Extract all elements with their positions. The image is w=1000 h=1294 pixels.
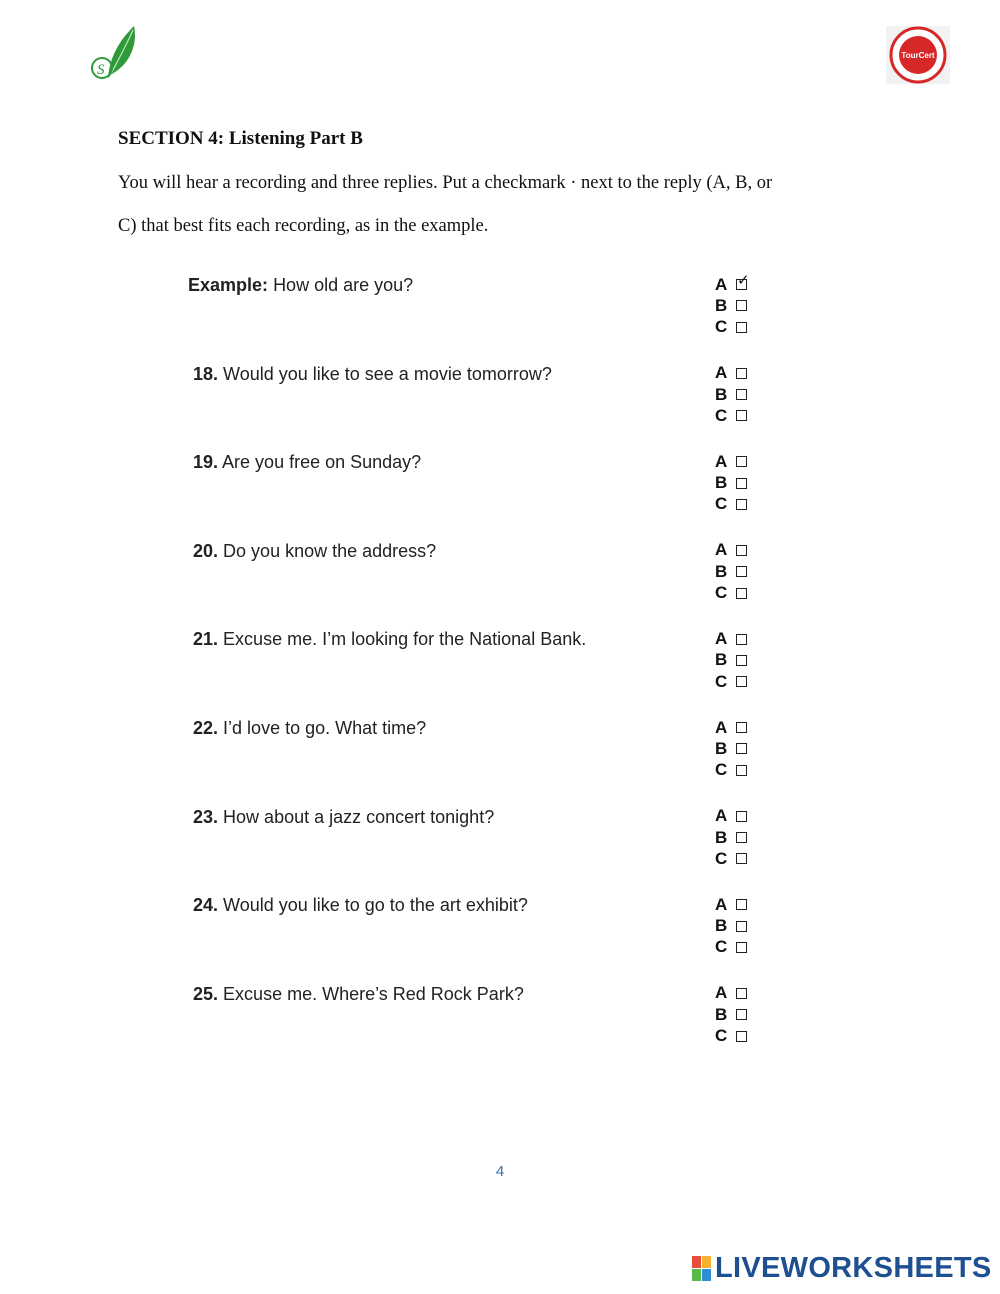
option-b-checkbox[interactable] bbox=[715, 295, 747, 316]
empty-box-icon[interactable] bbox=[736, 988, 747, 999]
option-c-checkbox[interactable] bbox=[715, 760, 747, 781]
question-number: Example: bbox=[188, 275, 269, 295]
tourcert-badge-icon bbox=[886, 26, 950, 84]
answer-options bbox=[715, 983, 747, 1047]
option-c-checkbox[interactable] bbox=[715, 848, 747, 869]
question-number: 19. bbox=[193, 452, 219, 473]
empty-box-icon[interactable] bbox=[736, 588, 747, 599]
instructions-line-2: C) that best fits each recording, as in the example. bbox=[118, 216, 489, 236]
question-text: Excuse me. Where’s Red Rock Park? bbox=[223, 983, 524, 1004]
option-b-checkbox[interactable] bbox=[715, 827, 747, 848]
option-letter: B bbox=[715, 650, 728, 670]
answer-options bbox=[715, 540, 747, 604]
option-b-checkbox[interactable] bbox=[715, 561, 747, 582]
option-c-checkbox[interactable] bbox=[715, 405, 747, 426]
empty-box-icon[interactable] bbox=[736, 456, 747, 467]
option-c-checkbox[interactable] bbox=[715, 937, 747, 958]
option-letter: A bbox=[715, 983, 728, 1003]
option-letter: A bbox=[715, 451, 728, 471]
option-letter: B bbox=[715, 827, 728, 847]
empty-box-icon[interactable] bbox=[736, 566, 747, 577]
empty-box-icon[interactable] bbox=[736, 655, 747, 666]
option-a-checkbox[interactable] bbox=[715, 451, 747, 472]
section-title: SECTION 4: Listening Part B bbox=[118, 128, 363, 149]
empty-box-icon[interactable] bbox=[736, 1009, 747, 1020]
option-letter: C bbox=[715, 937, 728, 957]
question-text: How old are you? bbox=[273, 275, 414, 295]
option-letter: A bbox=[715, 806, 728, 826]
option-letter: C bbox=[715, 317, 728, 337]
empty-box-icon[interactable] bbox=[736, 765, 747, 776]
question-item bbox=[193, 895, 528, 916]
option-letter: A bbox=[715, 274, 728, 294]
brand-name: LIVEWORKSHEETS bbox=[715, 1252, 992, 1284]
question-item bbox=[193, 718, 426, 739]
option-letter: C bbox=[715, 760, 728, 780]
option-c-checkbox[interactable] bbox=[715, 494, 747, 515]
option-c-checkbox[interactable] bbox=[715, 317, 747, 338]
answer-options bbox=[715, 272, 750, 338]
empty-box-icon[interactable] bbox=[736, 322, 747, 333]
answer-options bbox=[715, 806, 747, 870]
empty-box-icon[interactable] bbox=[736, 389, 747, 400]
option-b-checkbox[interactable] bbox=[715, 1004, 747, 1025]
empty-box-icon[interactable] bbox=[736, 899, 747, 910]
option-letter: B bbox=[715, 1004, 728, 1024]
option-a-checkbox[interactable] bbox=[715, 806, 747, 827]
option-c-checkbox[interactable] bbox=[715, 1025, 747, 1046]
question-number: 21. bbox=[193, 629, 219, 650]
svg-text:S: S bbox=[97, 62, 105, 78]
empty-box-icon[interactable] bbox=[736, 1031, 747, 1042]
liveworksheets-logo[interactable] bbox=[692, 1252, 992, 1285]
option-letter: C bbox=[715, 494, 728, 514]
empty-box-icon[interactable] bbox=[736, 811, 747, 822]
option-b-checkbox[interactable] bbox=[715, 472, 747, 493]
checkmark-icon: ✓ bbox=[737, 272, 750, 290]
checked-box-icon[interactable] bbox=[736, 272, 750, 290]
option-letter: B bbox=[715, 384, 728, 404]
liveworksheets-mark-icon bbox=[692, 1256, 711, 1281]
question-text: Would you like to go to the art exhibit? bbox=[223, 895, 528, 916]
instructions-line-1: You will hear a recording and three replies. Put a checkmark · next to the reply (A, B, or bbox=[118, 173, 773, 193]
page-number: 4 bbox=[495, 1163, 505, 1180]
question-number: 18. bbox=[193, 363, 219, 384]
question-item bbox=[193, 541, 436, 562]
question-text: How about a jazz concert tonight? bbox=[223, 806, 495, 827]
empty-box-icon[interactable] bbox=[736, 722, 747, 733]
question-item bbox=[193, 364, 552, 385]
question-item bbox=[193, 452, 421, 473]
empty-box-icon[interactable] bbox=[736, 832, 747, 843]
option-letter: B bbox=[715, 916, 728, 936]
option-letter: C bbox=[715, 848, 728, 868]
question-number: 24. bbox=[193, 895, 219, 916]
svg-text:TourCert: TourCert bbox=[901, 51, 935, 60]
question-item bbox=[193, 807, 494, 828]
option-letter: A bbox=[715, 629, 728, 649]
answer-options bbox=[715, 628, 747, 692]
empty-box-icon[interactable] bbox=[736, 921, 747, 932]
option-letter: A bbox=[715, 363, 728, 383]
option-a-checkbox[interactable] bbox=[715, 540, 747, 561]
empty-box-icon[interactable] bbox=[736, 676, 747, 687]
question-item bbox=[193, 629, 586, 650]
empty-box-icon[interactable] bbox=[736, 499, 747, 510]
option-letter: A bbox=[715, 540, 728, 560]
option-letter: C bbox=[715, 1026, 728, 1046]
answer-options bbox=[715, 717, 747, 781]
empty-box-icon[interactable] bbox=[736, 478, 747, 489]
option-b-checkbox[interactable] bbox=[715, 384, 747, 405]
option-letter: B bbox=[715, 738, 728, 758]
question-number: 25. bbox=[193, 983, 219, 1004]
answer-options bbox=[715, 894, 747, 958]
empty-box-icon[interactable] bbox=[736, 300, 747, 311]
option-letter: B bbox=[715, 561, 728, 581]
option-letter: A bbox=[715, 894, 728, 914]
option-letter: A bbox=[715, 717, 728, 737]
empty-box-icon[interactable] bbox=[736, 545, 747, 556]
question-text: Are you free on Sunday? bbox=[222, 452, 422, 473]
empty-box-icon[interactable] bbox=[736, 368, 747, 379]
empty-box-icon[interactable] bbox=[736, 743, 747, 754]
option-letter: B bbox=[715, 295, 728, 315]
answer-options bbox=[715, 363, 747, 427]
option-c-checkbox[interactable] bbox=[715, 582, 747, 603]
option-letter: B bbox=[715, 473, 728, 493]
empty-box-icon[interactable] bbox=[736, 634, 747, 645]
question-number: 20. bbox=[193, 540, 219, 561]
empty-box-icon[interactable] bbox=[736, 853, 747, 864]
question-text: Excuse me. I’m looking for the National Bank. bbox=[223, 629, 587, 650]
question-text: Would you like to see a movie tomorrow? bbox=[223, 363, 552, 384]
question-number: 22. bbox=[193, 718, 219, 738]
option-b-checkbox[interactable] bbox=[715, 738, 747, 759]
option-a-checkbox[interactable] bbox=[715, 628, 747, 649]
option-a-checkbox[interactable] bbox=[715, 894, 747, 915]
empty-box-icon[interactable] bbox=[736, 410, 747, 421]
option-letter: C bbox=[715, 405, 728, 425]
option-a-checkbox[interactable] bbox=[715, 717, 747, 738]
option-a-checkbox[interactable] bbox=[715, 363, 747, 384]
option-b-checkbox[interactable] bbox=[715, 650, 747, 671]
question-text: Do you know the address? bbox=[223, 540, 437, 561]
empty-box-icon[interactable] bbox=[736, 942, 747, 953]
option-c-checkbox[interactable] bbox=[715, 671, 747, 692]
question-number: 23. bbox=[193, 806, 219, 827]
question-text: I’d love to go. What time? bbox=[223, 718, 427, 738]
leaf-logo-icon bbox=[88, 24, 140, 84]
question-item bbox=[193, 984, 524, 1005]
option-b-checkbox[interactable] bbox=[715, 915, 747, 936]
example-question bbox=[188, 275, 413, 296]
option-letter: C bbox=[715, 583, 728, 603]
option-a-checkbox[interactable] bbox=[715, 983, 747, 1004]
answer-options bbox=[715, 451, 747, 515]
option-a-checkbox[interactable] bbox=[715, 272, 750, 295]
option-letter: C bbox=[715, 671, 728, 691]
